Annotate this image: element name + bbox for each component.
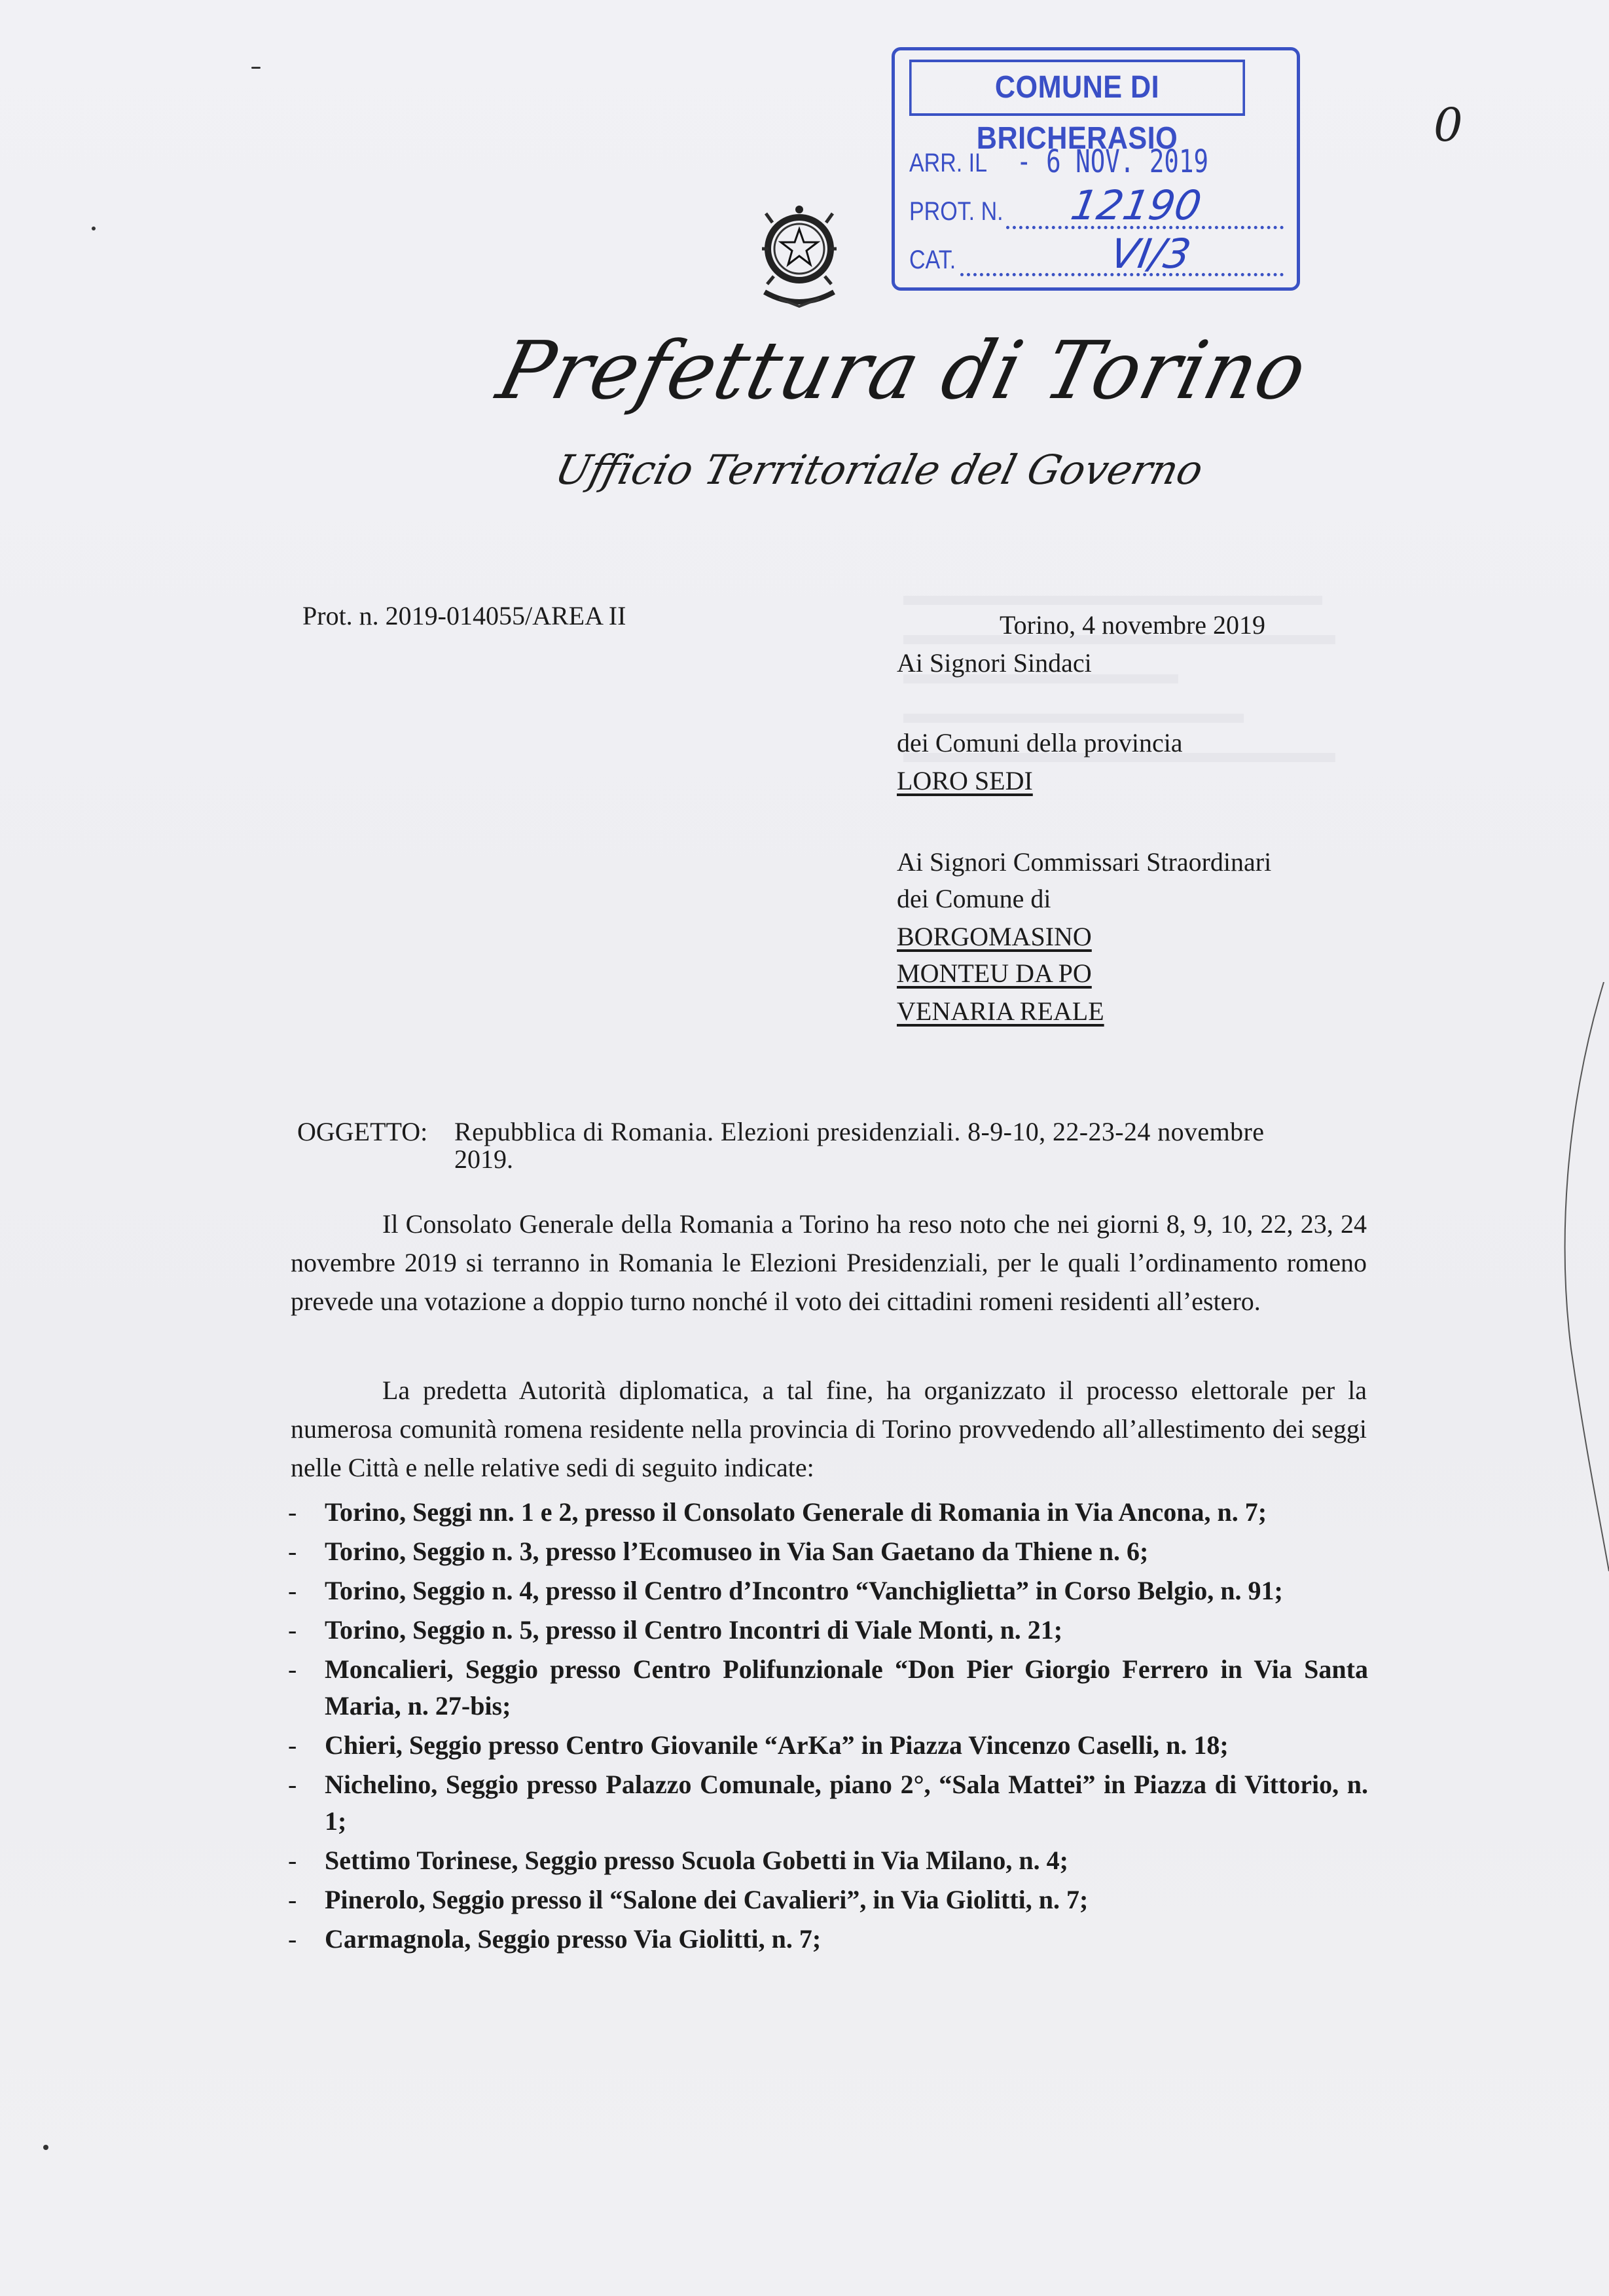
comune-name: MONTEU DA PO <box>897 958 1092 988</box>
recipient-line: dei Comuni della provincia <box>897 728 1183 757</box>
place-date: Torino, 4 novembre 2019 <box>1000 610 1266 640</box>
comune-name: BORGOMASINO <box>897 922 1092 951</box>
stamp-cat-label: CAT. <box>909 246 956 274</box>
list-item-text: Torino, Seggi nn. 1 e 2, presso il Consolato Generale di Romania in Via Ancona, n. 7; <box>325 1497 1267 1527</box>
list-item <box>288 1766 1368 1840</box>
handwritten-mark: 0 <box>1434 98 1463 152</box>
list-item-text: Carmagnola, Seggio presso Via Giolitti, n. 7; <box>325 1924 822 1954</box>
list-dash: - <box>288 1770 297 1799</box>
stamp-cat-value: VI/3 <box>1106 230 1195 278</box>
subject-label: OGGETTO: <box>297 1117 428 1146</box>
list-dash: - <box>288 1576 297 1605</box>
protocol-stamp <box>892 47 1300 291</box>
list-item <box>288 1612 1368 1649</box>
list-item <box>288 1573 1368 1609</box>
list-item-text: Pinerolo, Seggio presso il “Salone dei Cavalieri”, in Via Giolitti, n. 7; <box>325 1885 1089 1914</box>
list-item-text: Torino, Seggio n. 3, presso l’Ecomuseo in Via San Gaetano da Thiene n. 6; <box>325 1537 1149 1566</box>
list-item-text: Nichelino, Seggio presso Palazzo Comunale, piano 2°, “Sala Mattei” in Piazza di Vittorio, n. 1; <box>325 1770 1368 1836</box>
list-item-text: Chieri, Seggio presso Centro Giovanile “ArKa” in Piazza Vincenzo Caselli, n. 18; <box>325 1730 1229 1760</box>
list-dash: - <box>288 1846 297 1875</box>
list-dash: - <box>288 1730 297 1760</box>
list-item <box>288 1921 1368 1958</box>
comune-name: VENARIA REALE <box>897 996 1104 1026</box>
subject-line: Repubblica di Romania. Elezioni presidenziali. 8-9-10, 22-23-24 novembre <box>454 1117 1265 1146</box>
stamp-title: COMUNE DI BRICHERASIO <box>909 60 1245 116</box>
list-item-text: Torino, Seggio n. 4, presso il Centro d’Incontro “Vanchiglietta” in Corso Belgio, n. 91; <box>325 1576 1283 1605</box>
polling-stations-list <box>288 1494 1368 1960</box>
body-paragraph: Il Consolato Generale della Romania a Torino ha reso noto che nei giorni 8, 9, 10, 22, 23, 24 novembre 2019 si terranno in Romania le Elezioni Presidenziali, per le quali l’ordinamento romeno prevede una votazione a doppio turno nonché il voto dei cittadini romeni residenti all’estero. <box>291 1209 1367 1316</box>
list-dash: - <box>288 1885 297 1914</box>
list-dash: - <box>288 1497 297 1527</box>
protocol-number: Prot. n. 2019-014055/AREA II <box>302 601 626 630</box>
body-paragraph: La predetta Autorità diplomatica, a tal fine, ha organizzato il processo elettorale per la numerosa comunità romena residente nella provincia di Torino provvedendo all’allestimento dei seggi nelle Città e nelle relative sedi di seguito indicate: <box>291 1376 1367 1482</box>
subject-line: 2019. <box>454 1144 513 1174</box>
list-item <box>288 1533 1368 1570</box>
list-item-text: Moncalieri, Seggio presso Centro Polifunzionale “Don Pier Giorgio Ferrero in Via Santa Maria, n. 27-bis; <box>325 1654 1368 1721</box>
list-item <box>288 1727 1368 1764</box>
recipient-line: Ai Signori Commissari Straordinari <box>897 847 1272 877</box>
stamp-prot-label: PROT. N. <box>909 197 1003 226</box>
paper-edge-curve <box>1558 982 1609 1571</box>
scan-speck <box>92 227 96 230</box>
list-dash: - <box>288 1537 297 1566</box>
list-item <box>288 1494 1368 1531</box>
office-title: Prefettura di Torino <box>489 324 1317 417</box>
scan-speck <box>43 2145 48 2150</box>
list-item <box>288 1882 1368 1918</box>
list-item-text: Settimo Torinese, Seggio presso Scuola Gobetti in Via Milano, n. 4; <box>325 1846 1068 1875</box>
stamp-arr-label: ARR. IL <box>909 149 988 177</box>
scan-speck <box>251 67 261 69</box>
republic-emblem-icon <box>753 200 846 310</box>
list-dash: - <box>288 1615 297 1645</box>
office-subtitle: Ufficio Territoriale del Governo <box>551 446 1208 494</box>
list-dash: - <box>288 1924 297 1954</box>
recipient-line: Ai Signori Sindaci <box>897 648 1092 678</box>
stamp-prot-value: 12190 <box>1067 181 1205 229</box>
list-item <box>288 1651 1368 1724</box>
list-dash: - <box>288 1654 297 1684</box>
list-item-text: Torino, Seggio n. 5, presso il Centro Incontri di Viale Monti, n. 21; <box>325 1615 1063 1645</box>
list-item <box>288 1842 1368 1879</box>
stamp-arr-date: - 6 NOV. 2019 <box>1017 143 1209 180</box>
recipient-line-loro-sedi: LORO SEDI <box>897 766 1033 795</box>
recipient-line: dei Comune di <box>897 884 1051 913</box>
